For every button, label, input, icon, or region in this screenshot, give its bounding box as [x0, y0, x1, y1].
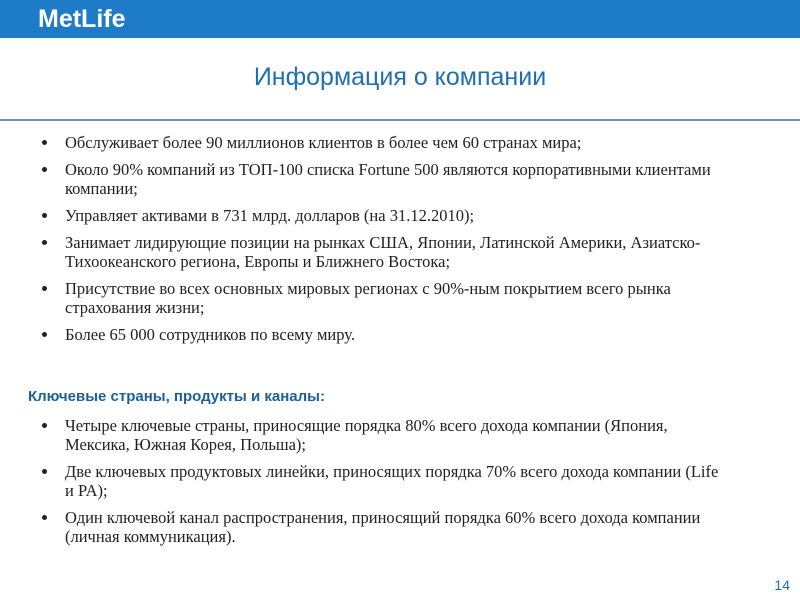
bullet-icon: [42, 515, 47, 520]
list-item-text: Обслуживает более 90 миллионов клиентов в более чем 60 странах мира;: [65, 133, 582, 152]
bullet-icon: [42, 240, 47, 245]
list-item-text: Занимает лидирующие позиции на рынках США, Японии, Латинской Америки, Азиатско-Тихоокеанского региона, Европы и Ближнего Востока;: [65, 233, 701, 271]
list-item-text: Более 65 000 сотрудников по всему миру.: [65, 325, 356, 344]
bullet-icon: [42, 286, 47, 291]
bullet-icon: [42, 469, 47, 474]
key-section-list: [40, 416, 730, 554]
title-divider: [0, 119, 800, 121]
list-item: [40, 133, 730, 152]
list-item: [40, 160, 730, 198]
bullet-icon: [42, 332, 47, 337]
bullet-icon: [42, 423, 47, 428]
list-item: [40, 325, 730, 344]
list-item-text: Управляет активами в 731 млрд. долларов (на 31.12.2010);: [65, 206, 475, 225]
list-item: [40, 279, 730, 317]
list-item-text: Четыре ключевые страны, приносящие порядка 80% всего дохода компании (Япония, Мексика, Южная Корея, Польша);: [65, 416, 668, 454]
bullet-icon: [42, 140, 47, 145]
company-info-list: [40, 133, 730, 352]
list-item-text: Один ключевой канал распространения, приносящий порядка 60% всего дохода компании (личная коммуникация).: [65, 508, 701, 546]
list-item: [40, 508, 730, 546]
list-item: [40, 233, 730, 271]
list-item: [40, 416, 730, 454]
list-item-text: Присутствие во всех основных мировых регионах с 90%-ным покрытием всего рынка страхования жизни;: [65, 279, 671, 317]
list-item-text: Две ключевых продуктовых линейки, приносящих порядка 70% всего дохода компании (Life и PA);: [65, 462, 719, 500]
list-item-text: Около 90% компаний из ТОП-100 списка Fortune 500 являются корпоративными клиентами компании;: [65, 160, 711, 198]
page-title: Информация о компании: [253, 63, 547, 91]
bullet-icon: [42, 213, 47, 218]
metlife-logo: MetLife: [38, 5, 126, 33]
header-bar: [0, 0, 800, 38]
bullet-icon: [42, 167, 47, 172]
list-item: [40, 206, 730, 225]
key-section-heading: Ключевые страны, продукты и каналы:: [28, 388, 325, 405]
page-number: 14: [774, 577, 790, 593]
list-item: [40, 462, 730, 500]
